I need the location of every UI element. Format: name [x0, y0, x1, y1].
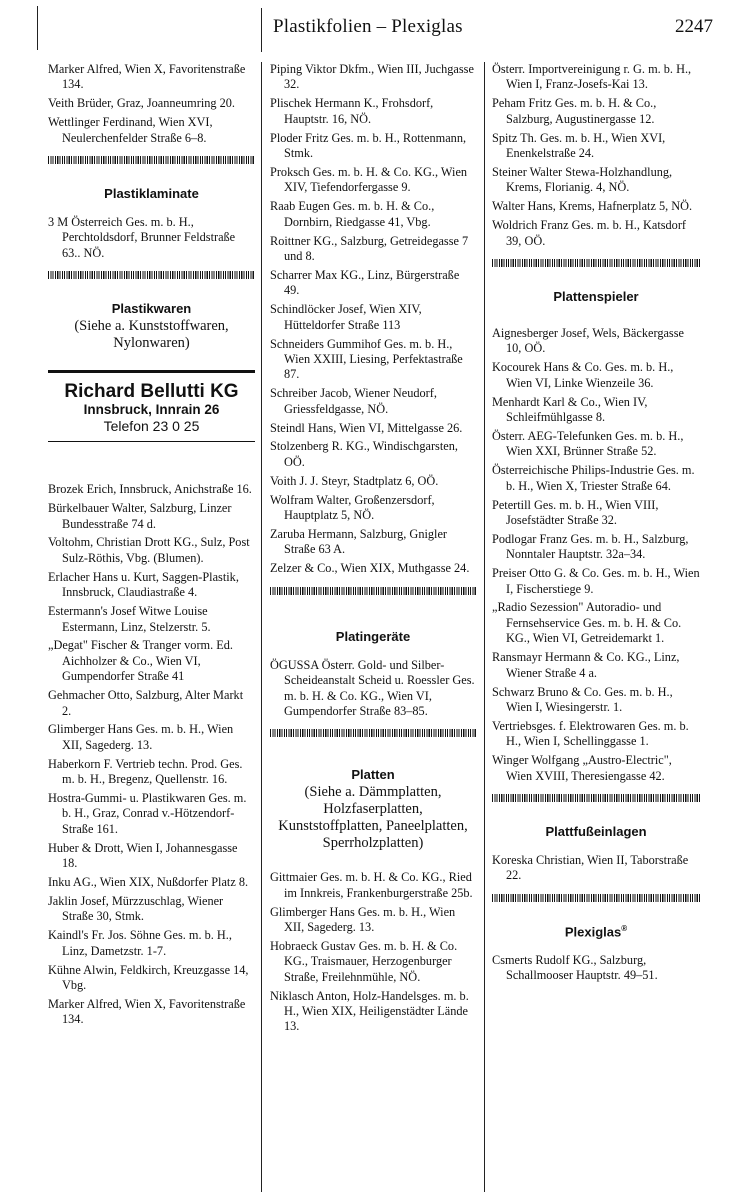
list-item: Zelzer & Co., Wien XIX, Muthgasse 24.	[270, 561, 470, 576]
column-3	[492, 62, 700, 987]
list-item: Schneiders Gummihof Ges. m. b. H., Wien XXIII, Liesing, Perfektastraße 87.	[270, 336, 463, 382]
list-item: Spitz Th. Ges. m. b. H., Wien XVI, Enenkelstraße 24.	[492, 130, 666, 161]
list-item: Kühne Alwin, Feldkirch, Kreuzgasse 14, Vbg.	[48, 962, 249, 993]
column-2	[270, 62, 476, 1038]
list-item: Preiser Otto G. & Co. Ges. m. b. H., Wien I, Fischerstiege 9.	[492, 566, 700, 596]
list-item: „Degat" Fischer & Tranger vorm. Ed. Aichholzer & Co., Wien VI, Gumpendorfer Straße 41	[48, 638, 233, 684]
list-item: Gittmaier Ges. m. b. H. & Co. KG., Ried im Innkreis, Frankenburgerstraße 25b.	[270, 870, 473, 900]
section-heading: Plastikwaren	[111, 301, 192, 317]
list-item: Estermann's Josef Witwe Louise Estermann, Linz, Stelzerstr. 5.	[48, 604, 211, 634]
list-item: Schindlöcker Josef, Wien XIV, Hütteldorfer Straße 113	[270, 302, 422, 332]
list-item: Marker Alfred, Wien X, Favoritenstraße 134.	[48, 996, 246, 1027]
list-item: Ransmayr Hermann & Co. KG., Linz, Wiener Straße 4 a.	[492, 650, 680, 680]
list-item: Walter Hans, Krems, Hafnerplatz 5, NÖ.	[492, 199, 693, 214]
advertisement-box	[48, 370, 255, 442]
list-item: Proksch Ges. m. b. H. & Co. KG., Wien XIV, Tiefendorfergasse 9.	[270, 164, 468, 195]
section-heading-text: Plexiglas	[564, 924, 622, 940]
list-item: Voltohm, Christian Drott KG., Sulz, Post Sulz-Röthis, Vbg. (Blumen).	[48, 535, 250, 565]
list-item: Woldrich Franz Ges. m. b. H., Katsdorf 39, OÖ.	[492, 218, 687, 248]
list-item: Roittner KG., Salzburg, Getreidegasse 7 und 8.	[270, 233, 469, 263]
entry-list	[48, 482, 255, 1028]
section-heading: Platingeräte	[335, 628, 411, 644]
list-item: Huber & Drott, Wien I, Johannesgasse 18.	[48, 840, 238, 871]
list-item: Petertill Ges. m. b. H., Wien VIII, Josefstädter Straße 32.	[492, 497, 659, 527]
list-item: Aignesberger Josef, Wels, Bäckergasse 10, OÖ.	[492, 325, 684, 356]
list-item: Erlacher Hans u. Kurt, Saggen-Plastik, Innsbruck, Claudiastraße 4.	[48, 569, 239, 600]
list-item: Koreska Christian, Wien II, Taborstraße 22.	[492, 852, 689, 883]
list-item: Bürkelbauer Walter, Salzburg, Linzer Bundesstraße 74 d.	[48, 501, 232, 531]
column-1	[48, 62, 255, 1031]
column-divider-1	[261, 62, 262, 1192]
section-note: (Siehe a. Kunststoffwaren, Nylonwaren)	[74, 318, 229, 352]
list-item: Niklasch Anton, Holz-Handelsges. m. b. H., Wien XIX, Heiligenstädter Lände 13.	[270, 988, 469, 1034]
list-item: Hobraeck Gustav Ges. m. b. H. & Co. KG., Traismauer, Herzogenburger Straße, Freilehnmühle, NÖ.	[270, 938, 458, 984]
page-title: Plastikfolien – Plexiglas	[273, 16, 463, 37]
page-number: 2247	[675, 16, 713, 37]
section-divider	[492, 894, 700, 902]
list-item: Voith J. J. Steyr, Stadtplatz 6, OÖ.	[270, 473, 439, 488]
list-item: Haberkorn F. Vertrieb techn. Prod. Ges. m. b. H., Bregenz, Quellenstr. 16.	[48, 756, 243, 787]
list-item: Zaruba Hermann, Salzburg, Gnigler Straße 63 A.	[270, 526, 447, 557]
section-divider	[270, 587, 476, 595]
list-item: Kaindl's Fr. Jos. Söhne Ges. m. b. H., Linz, Dametzstr. 1-7.	[48, 928, 232, 958]
list-item: „Radio Sezession" Autoradio- und Fernsehservice Ges. m. b. H. & Co. KG., Wien VI, Getreidemarkt 1.	[492, 600, 682, 646]
section-divider	[48, 271, 255, 279]
list-item: Österr. AEG-Telefunken Ges. m. b. H., Wien XXI, Brünner Straße 52.	[492, 428, 684, 459]
margin-rule	[37, 6, 38, 50]
list-item: Kocourek Hans & Co. Ges. m. b. H., Wien VI, Linke Wienzeile 36.	[492, 360, 674, 390]
list-item: Österreichische Philips-Industrie Ges. m. b. H., Wien X, Triester Straße 64.	[492, 463, 695, 493]
list-item: Glimberger Hans Ges. m. b. H., Wien XII, Sagederg. 13.	[48, 722, 234, 752]
list-item: Vertriebsges. f. Elektrowaren Ges. m. b. H., Wien I, Schellinggasse 1.	[492, 718, 689, 749]
ad-address: Innsbruck, Innrain 26	[83, 402, 220, 418]
entry-list	[492, 62, 700, 249]
list-item: Podlogar Franz Ges. m. b. H., Salzburg, Nonntaler Hauptstr. 32a–34.	[492, 531, 689, 562]
page-header	[0, 0, 739, 52]
list-item: Winger Wolfgang „Austro-Electric", Wien XVIII, Theresiengasse 42.	[492, 753, 672, 783]
section-heading: Plattfußeinlagen	[545, 823, 647, 839]
list-item: Raab Eugen Ges. m. b. H. & Co., Dornbirn, Riedgasse 41, Vbg.	[270, 199, 435, 229]
section-divider	[492, 794, 700, 802]
list-item: 3 M Österreich Ges. m. b. H., Perchtoldsdorf, Brunner Feldstraße 63.. NÖ.	[48, 215, 236, 260]
list-item: Brozek Erich, Innsbruck, Anichstraße 16.	[48, 482, 252, 497]
section-heading: Plastiklaminate	[104, 186, 199, 202]
list-item: Piping Viktor Dkfm., Wien III, Juchgasse 32.	[270, 62, 474, 92]
entry-list-top	[48, 62, 255, 146]
registered-mark: ®	[621, 923, 628, 933]
list-item: Wolfram Walter, Großenzersdorf, Hauptplatz 5, NÖ.	[270, 492, 435, 523]
section-note: (Siehe a. Dämmplatten, Holzfaserplatten, Kunststoffplatten, Paneelplatten, Sperrholzplatten)	[278, 784, 468, 852]
ad-phone: Telefon 23 0 25	[103, 418, 200, 435]
list-item: Hostra-Gummi- u. Plastikwaren Ges. m. b. H., Graz, Conrad v.-Hötzendorf-Straße 161.	[48, 791, 247, 836]
section-heading	[492, 924, 700, 939]
list-item: Marker Alfred, Wien X, Favoritenstraße 134.	[48, 62, 246, 92]
list-item: Ploder Fritz Ges. m. b. H., Rottenmann, Stmk.	[270, 130, 467, 161]
entry-list	[270, 62, 476, 577]
list-item: Peham Fritz Ges. m. b. H. & Co., Salzburg, Augustinergasse 12.	[492, 96, 657, 126]
list-item: Schwarz Bruno & Co. Ges. m. b. H., Wien I, Wiesingerstr. 1.	[492, 684, 673, 714]
list-item: Veith Brüder, Graz, Joanneumring 20.	[48, 96, 235, 111]
section-divider	[492, 259, 700, 267]
ad-company-name: Richard Bellutti KG	[64, 381, 239, 403]
list-item: Jaklin Josef, Mürzzuschlag, Wiener Straße 30, Stmk.	[48, 894, 224, 924]
list-item: Schreiber Jacob, Wiener Neudorf, Griessfeldgasse, NÖ.	[270, 386, 437, 416]
list-item: Plischek Hermann K., Frohsdorf, Hauptstr. 16, NÖ.	[270, 96, 434, 126]
section-divider	[270, 729, 476, 737]
list-item: Wettlinger Ferdinand, Wien XVI, Neulerchenfelder Straße 6–8.	[48, 115, 213, 145]
list-item: Menhardt Karl & Co., Wien IV, Schleifmühlgasse 8.	[492, 394, 648, 424]
list-item: Steiner Walter Stewa-Holzhandlung, Krems, Florianig. 4, NÖ.	[492, 164, 673, 195]
list-item: Stolzenberg R. KG., Windischgarsten, OÖ.	[270, 439, 458, 469]
column-divider-2	[484, 62, 485, 1192]
list-item: Scharrer Max KG., Linz, Bürgerstraße 49.	[270, 267, 460, 298]
list-item: Csmerts Rudolf KG., Salzburg, Schallmooser Hauptstr. 49–51.	[492, 953, 658, 983]
section-divider	[48, 156, 255, 164]
list-item: ÖGUSSA Österr. Gold- und Silber-Scheideanstalt Scheid u. Roessler Ges. m. b. H. & Co. KG., Wien VI, Gumpendorfer Straße 83–85.	[270, 657, 475, 718]
section-heading: Platten	[351, 767, 395, 783]
list-item: Österr. Importvereinigung r. G. m. b. H., Wien I, Franz-Josefs-Kai 13.	[492, 62, 692, 92]
entry-list	[492, 326, 700, 784]
list-item: Inku AG., Wien XIX, Nußdorfer Platz 8.	[48, 875, 249, 890]
list-item: Gehmacher Otto, Salzburg, Alter Markt 2.	[48, 688, 244, 718]
section-heading: Plattenspieler	[553, 288, 639, 304]
entry-list	[270, 870, 476, 1035]
list-item: Steindl Hans, Wien VI, Mittelgasse 26.	[270, 420, 463, 435]
header-divider	[261, 8, 262, 52]
list-item: Glimberger Hans Ges. m. b. H., Wien XII, Sagederg. 13.	[270, 904, 456, 935]
